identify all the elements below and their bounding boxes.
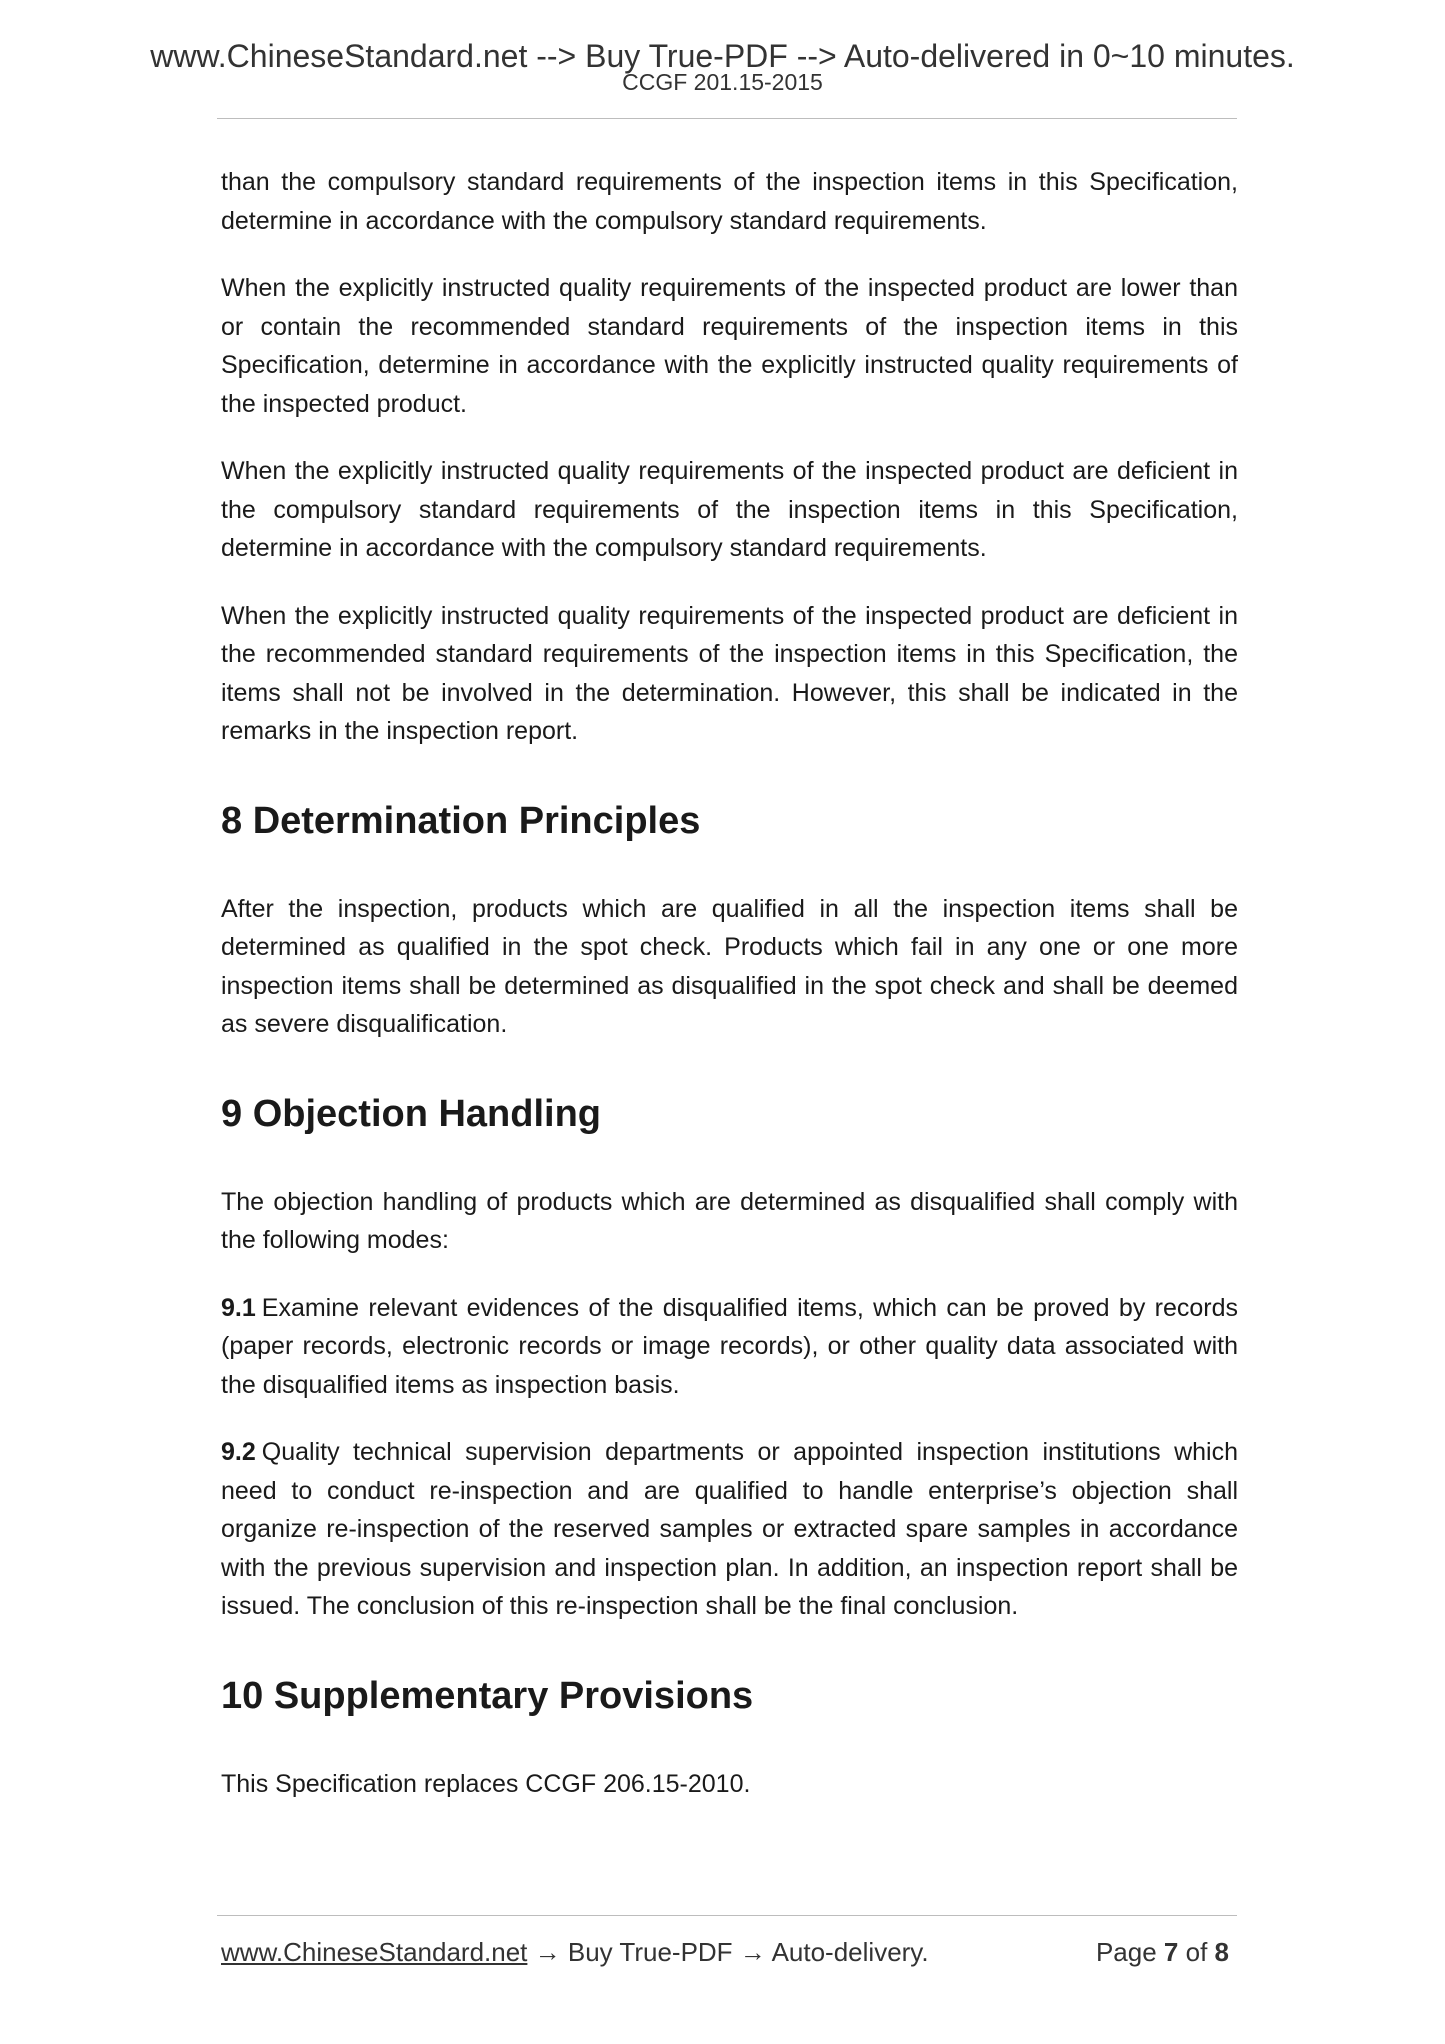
page-label: Page bbox=[1095, 1937, 1157, 1967]
footer-tagline: → Buy True-PDF → Auto-delivery. bbox=[527, 1937, 929, 1967]
clause-9-1-number: 9.1 bbox=[221, 1293, 256, 1322]
paragraph-2: When the explicitly instructed quality requirements of the inspected product are lower than or contain the recommended standard requirements of the inspection items in this Specification, determine in accordance with the explicitly instructed quality requirements of the inspected product. bbox=[221, 274, 1238, 418]
clause-9-2-number: 9.2 bbox=[221, 1438, 256, 1466]
header-banner: www.ChineseStandard.net --> Buy True-PDF --> Auto-delivered in 0~10 minutes. bbox=[150, 38, 1295, 74]
footer-divider bbox=[217, 1915, 1237, 1916]
footer-left bbox=[221, 1935, 929, 1969]
section-10-paragraph: This Specification replaces CCGF 206.15-2010. bbox=[221, 1769, 751, 1798]
document-body bbox=[221, 163, 1238, 1832]
clause-9-2 bbox=[221, 1433, 1238, 1626]
paragraph-4: When the explicitly instructed quality requirements of the inspected product are deficient in the recommended standard requirements of the inspection items in this Specification, the items shall not be involved in the determination. However, this shall be indicated in the remarks in the inspection report. bbox=[221, 601, 1238, 745]
section-8-title: 8 Determination Principles bbox=[221, 799, 701, 842]
header-divider bbox=[217, 118, 1237, 119]
section-8-paragraph: After the inspection, products which are qualified in all the inspection items shall be determined as qualified in the spot check. Products which fail in any one or one more inspection items shall be determined as disqualified in the spot check and shall be deemed as severe disqualification. bbox=[221, 894, 1238, 1038]
footer-site-link[interactable]: www.ChineseStandard.net bbox=[221, 1937, 528, 1967]
clause-9-2-text: Quality technical supervision departments or appointed inspection institutions which need to conduct re-inspection and are qualified to handle enterprise’s objection shall organize re-inspection of the reserved samples or extracted spare samples in accordance with the previous supervision and inspection plan. In addition, an inspection report shall be issued. The conclusion of this re-inspection shall be the final conclusion. bbox=[221, 1438, 1238, 1620]
header-doc-code: CCGF 201.15-2015 bbox=[622, 69, 823, 95]
section-9-paragraph: The objection handling of products which are determined as disqualified shall comply with the following modes: bbox=[221, 1187, 1238, 1254]
page-indicator bbox=[1096, 1935, 1229, 1969]
section-9-title: 9 Objection Handling bbox=[221, 1092, 602, 1135]
total-pages-number: 8 bbox=[1214, 1937, 1229, 1967]
clause-9-1-text: Examine relevant evidences of the disqualified items, which can be proved by records (paper records, electronic records or image records), or other quality data associated with the disqualified items as inspection basis. bbox=[221, 1293, 1238, 1399]
of-label: of bbox=[1185, 1937, 1208, 1967]
clause-9-1 bbox=[221, 1289, 1238, 1405]
section-10-title: 10 Supplementary Provisions bbox=[221, 1674, 754, 1717]
paragraph-1: than the compulsory standard requirements of the inspection items in this Specification, determine in accordance with the compulsory standard requirements. bbox=[221, 168, 1238, 235]
current-page-number: 7 bbox=[1163, 1937, 1179, 1967]
paragraph-3: When the explicitly instructed quality requirements of the inspected product are deficient in the compulsory standard requirements of the inspection items in this Specification, determine in accordance with the compulsory standard requirements. bbox=[221, 457, 1238, 562]
